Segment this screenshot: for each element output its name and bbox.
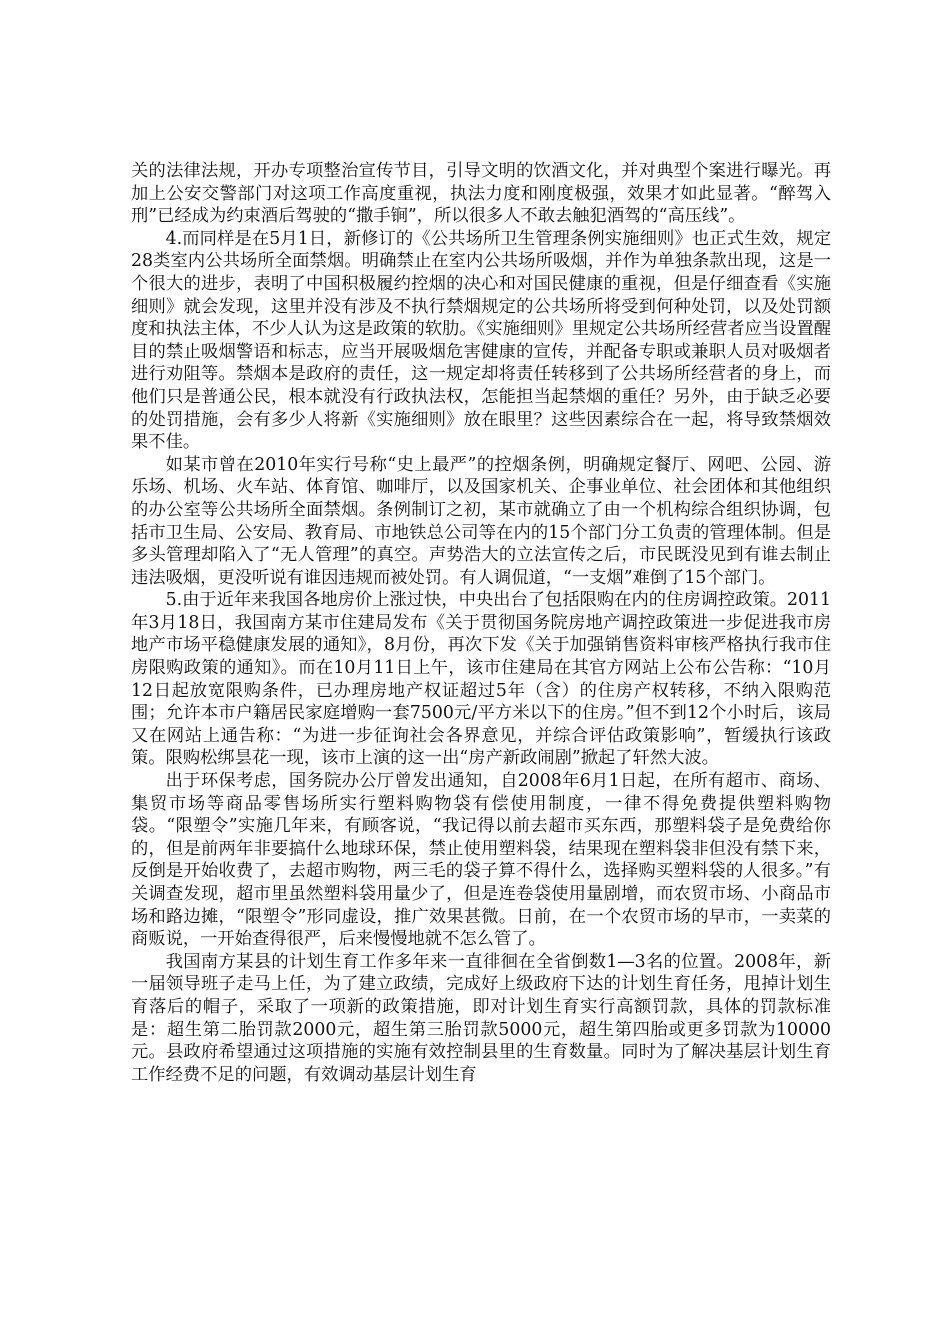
paragraph-housing-purchase-limits: 5.由于近年来我国各地房价上涨过快，中央出台了包括限购在内的住房调控政策。2011年3月18日，我国南方某市住建局发布《关于贯彻国务院房地产调控政策进一步促进我市房地产市场平稳健康发展的通知》，8月份，再次下发《关于加强销售资料审核严格执行我市住房限购政策的通知》。而在10月11日上午，该市住建局在其官方网站上公布公告称：“10月12日起放宽限购条件，已办理房地产权证超过5年（含）的住房产权转移，不纳入限购范围；允许本市户籍居民家庭增购一套7500元/平方米以下的住房。”但不到12个小时后，该局又在网站上通告称：“为进一步征询社会各界意见，并综合评估政策影响”，暂缓执行该政策。限购松绑昙花一现，该市上演的这一出“房产新政闹剧”掀起了轩然大波。: [131, 590, 831, 769]
paragraph-city-smoking-ordinance: 如某市曾在2010年实行号称“史上最严”的控烟条例，明确规定餐厅、网吧、公园、游乐场、机场、火车站、体育馆、咖啡厅，以及国家机关、企事业单位、社会团体和其他组织的办公室等公共场所全面禁烟。条例制订之初，某市就确立了由一个机构综合组织协调，包括市卫生局、公安局、教育局、市地铁总公司等在内的15个部门分工负责的管理体制。但是多头管理却陷入了“无人管理”的真空。声势浩大的立法宣传之后，市民既没见到有谁去制止违法吸烟，更没听说有谁因违规而被处罚。有人调侃道，“一支烟”难倒了15个部门。: [131, 454, 831, 588]
document-page: [131, 160, 831, 1086]
paragraph-smoking-ban-rules: 4.而同样是在5月1日，新修订的《公共场所卫生管理条例实施细则》也正式生效，规定28类室内公共场所全面禁烟。明确禁止在室内公共场所吸烟，并作为单独条款出现，这是一个很大的进步，表明了中国积极履约控烟的决心和对国民健康的重视，但是仔细查看《实施细则》就会发现，这里并没有涉及不执行禁烟规定的公共场所将受到何种处罚，以及处罚额度和执法主体，不少人认为这是政策的软肋。《实施细则》里规定公共场所经营者应当设置醒目的禁止吸烟警语和标志，应当开展吸烟危害健康的宣传，并配备专职或兼职人员对吸烟者进行劝阻等。禁烟本是政府的责任，这一规定却将责任转移到了公共场所经营者的身上，而他们只是普通公民，根本就没有行政执法权，怎能担当起禁烟的重任？另外，由于缺乏必要的处罚措施，会有多少人将新《实施细则》放在眼里？这些因素综合在一起，将导致禁烟效果不佳。: [131, 228, 831, 453]
paragraph-plastic-bag-limit: 出于环保考虑，国务院办公厅曾发出通知，自2008年6月1日起，在所有超市、商场、集贸市场等商品零售场所实行塑料购物袋有偿使用制度，一律不得免费提供塑料购物袋。“限塑令”实施几年来，有顾客说，“我记得以前去超市买东西，那塑料袋子是免费给你的，但是前两年非要搞什么地球环保，禁止使用塑料袋，结果现在塑料袋非但没有禁下来，反倒是开始收费了，去超市购物，两三毛的袋子算不得什么，选择购买塑料袋的人很多。”有关调查发现，超市里虽然塑料袋用量少了，但是连卷袋使用量剧增，而农贸市场、小商品市场和路边摊，“限塑令”形同虚设，推广效果甚微。日前，在一个农贸市场的早市，一卖菜的商贩说，一开始查得很严，后来慢慢地就不怎么管了。: [131, 771, 831, 950]
paragraph-family-planning-fines: 我国南方某县的计划生育工作多年来一直徘徊在全省倒数1—3名的位置。2008年，新一届领导班子走马上任，为了建立政绩，完成好上级政府下达的计划生育任务，甩掉计划生育落后的帽子，采取了一项新的政策措施，即对计划生育实行高额罚款，具体的罚款标准是：超生第二胎罚款2000元，超生第三胎罚款5000元，超生第四胎或更多罚款为10000元。县政府希望通过这项措施的实施有效控制县里的生育数量。同时为了解决基层计划生育工作经费不足的问题，有效调动基层计划生育: [131, 951, 831, 1085]
paragraph-drunk-driving-continued: 关的法律法规，开办专项整治宣传节目，引导文明的饮酒文化，并对典型个案进行曝光。再加上公安交警部门对这项工作高度重视，执法力度和刚度极强，效果才如此显著。“醉驾入刑”已经成为约束酒后驾驶的“撒手锏”，所以很多人不敢去触犯酒驾的“高压线”。: [131, 161, 831, 227]
